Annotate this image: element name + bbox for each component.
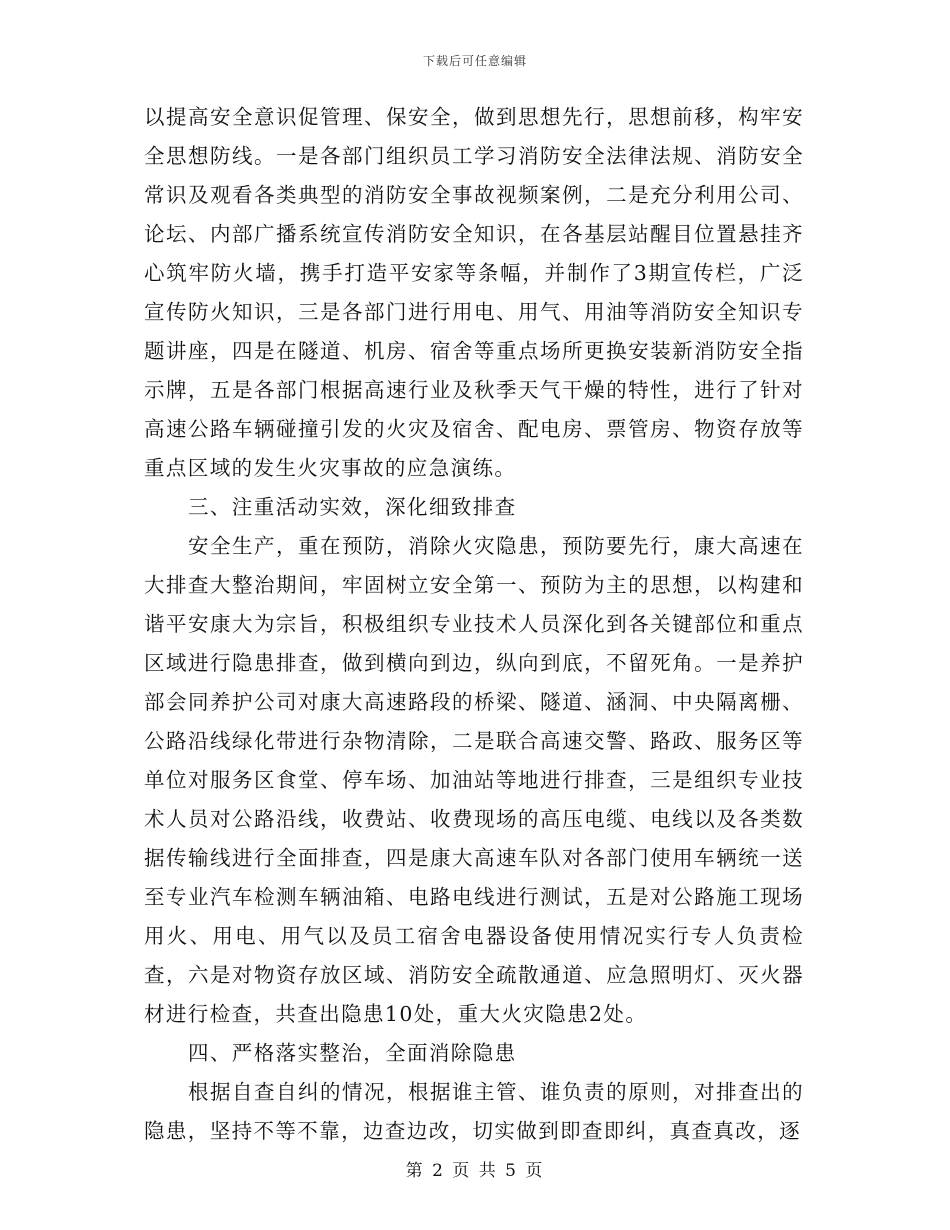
paragraph-2: 安全生产，重在预防，消除火灾隐患，预防要先行，康大高速在大排查大整治期间，牢固树立安全第一、预防为主的思想，以构建和谐平安康大为宗旨，积极组织专业技术人员深化到各关键部位和重点区域进行隐患排查，做到横向到边，纵向到底，不留死角。一是养护部会同养护公司对康大高速路段的桥梁、隧道、涵洞、中央隔离栅、公路沿线绿化带进行杂物清除，二是联合高速交警、路政、服务区等单位对服务区食堂、停车场、加油站等地进行排查，三是组织专业技术人员对公路沿线，收费站、收费现场的高压电缆、电线以及各类数据传输线进行全面排查，四是康大高速车队对各部门使用车辆统一送至专业汽车检测车辆油箱、电路电线进行测试，五是对公路施工现场用火、用电、用气以及员工宿舍电器设备使用情况实行专人负责检查，六是对物资存放区域、消防安全疏散通道、应急照明灯、灭火器材进行检查，共查出隐患10处，重大火灾隐患2处。 xyxy=(144,534,804,1026)
document-body xyxy=(144,98,804,1151)
paragraph-3: 根据自查自纠的情况，根据谁主管、谁负责的原则，对排查出的隐患，坚持不等不靠，边查边改，切实做到即查即纠，真查真改，逐 xyxy=(144,1080,804,1143)
page-header: 下载后可任意编辑 xyxy=(422,54,527,68)
paragraph-1: 以提高安全意识促管理、保安全，做到思想先行，思想前移，构牢安全思想防线。一是各部门组织员工学习消防安全法律法规、消防安全常识及观看各类典型的消防安全事故视频案例，二是充分利用公司、论坛、内部广播系统宣传消防安全知识，在各基层站醒目位置悬挂齐心筑牢防火墙，携手打造平安家等条幅，并制作了3期宣传栏，广泛宣传防火知识，三是各部门进行用电、用气、用油等消防安全知识专题讲座，四是在隧道、机房、宿舍等重点场所更换安装新消防安全指示牌，五是各部门根据高速行业及秋季天气干燥的特性，进行了针对高速公路车辆碰撞引发的火灾及宿舍、配电房、票管房、物资存放等重点区域的发生火灾事故的应急演练。 xyxy=(144,105,804,480)
section-heading-3: 三、注重活动实效，深化细致排查 xyxy=(188,495,517,519)
page-number-footer: 第 2 页 共 5 页 xyxy=(405,1161,545,1181)
section-heading-4: 四、严格落实整治，全面消除隐患 xyxy=(188,1041,517,1065)
